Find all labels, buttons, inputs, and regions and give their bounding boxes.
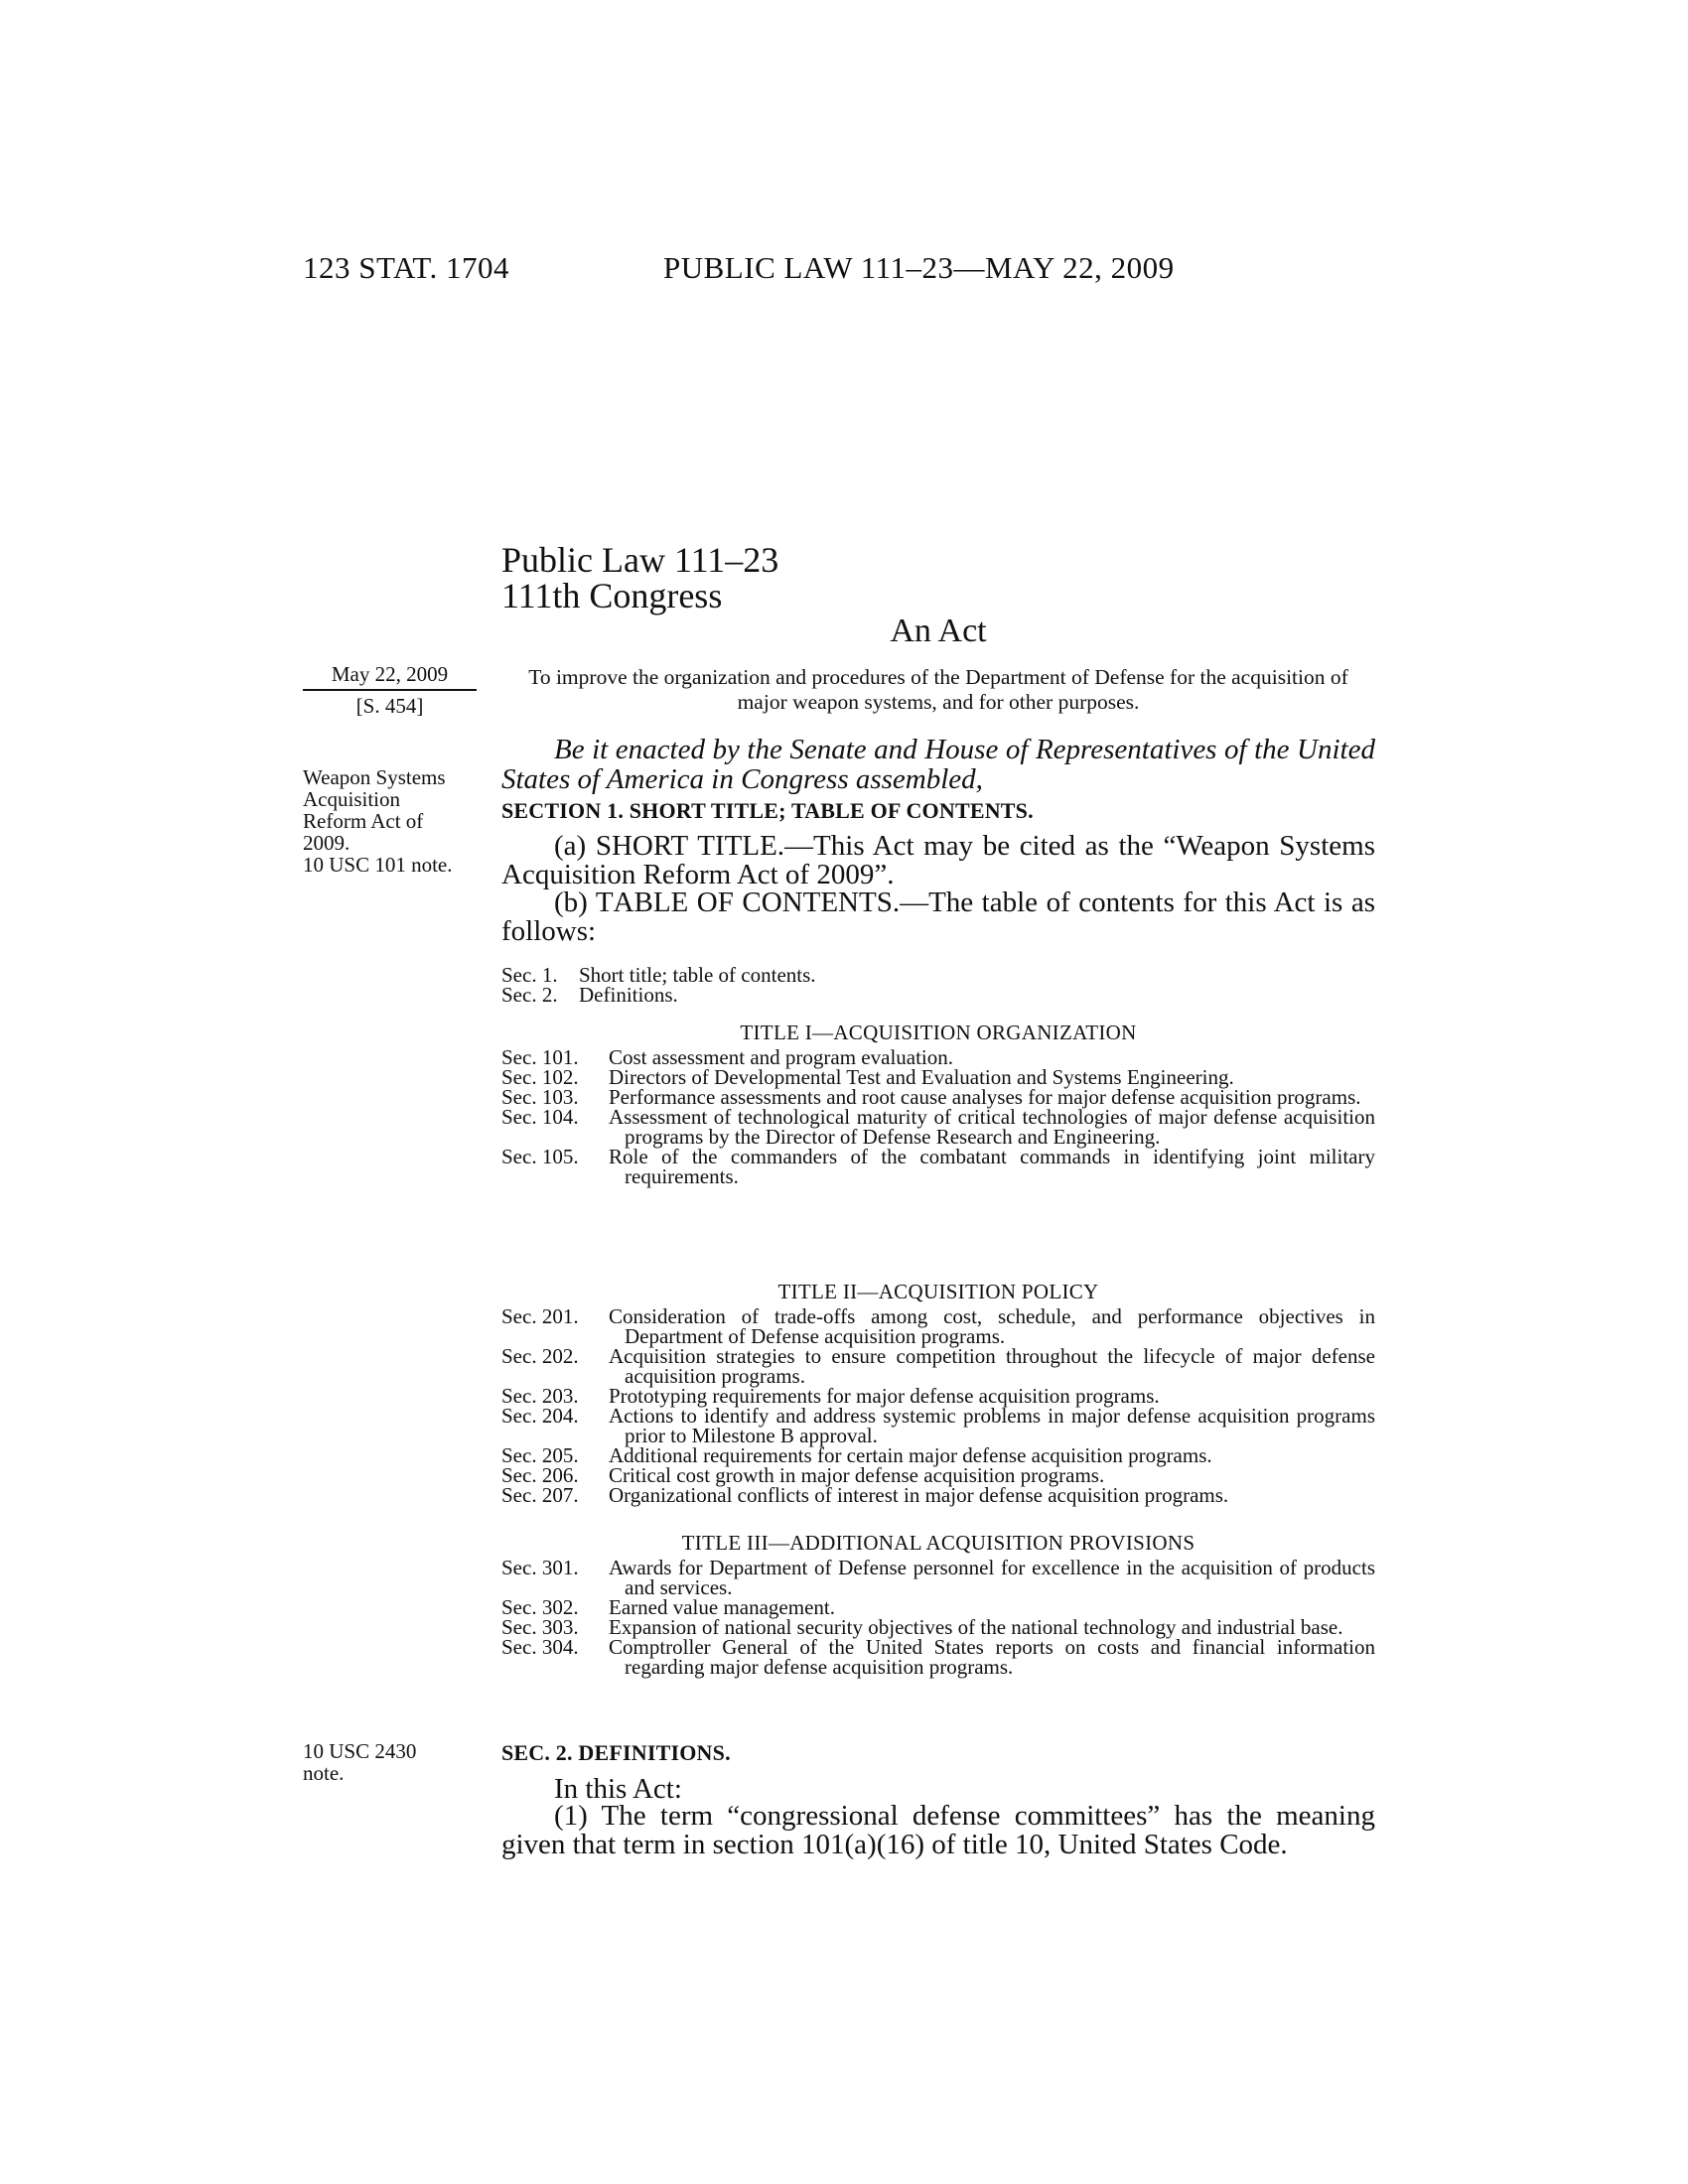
subsection-label-smallcaps: ABLE OF [613,887,734,918]
toc-entry [501,1107,1375,1147]
toc-section-title: Consideration of trade-offs among cost, schedule, and performance objectives in Department of Defense acquisition programs. [609,1304,1375,1348]
toc-title-2 [501,1276,1375,1505]
toc-section-number: Sec. 203. [501,1384,579,1408]
toc-section-title: Actions to identify and address systemic problems in major defense acquisition programs prior to Milestone B approval. [609,1404,1375,1447]
toc-section-number: Sec. 206. [501,1463,579,1487]
toc-entry [501,1047,1375,1067]
toc-title-3 [501,1527,1375,1677]
toc-entry [501,1406,1375,1445]
toc-section-number: Sec. 202. [501,1344,579,1368]
toc-entry [501,1386,1375,1406]
subsection-label-smallcaps: HORT [611,830,689,862]
toc-entry [501,1346,1375,1386]
margin-note-codification [303,1740,477,1784]
margin-note-line: note. [303,1761,345,1785]
toc-section-number: Sec. 303. [501,1615,579,1639]
toc-section-number: Sec. 205. [501,1443,579,1467]
margin-note-line: 10 USC 101 note. [303,853,453,877]
subsection-label-smallcaps: ONTENTS [761,887,893,918]
toc-section-title: Organizational conflicts of interest in major defense acquisition programs. [609,1483,1229,1507]
toc-section-title: Role of the commanders of the combatant commands in identifying joint military requirements. [609,1145,1375,1188]
toc-section-number: Sec. 102. [501,1065,579,1089]
toc-section-title: Assessment of technological maturity of critical technologies of major defense acquisition programs by the Director of Defense Research and Engineering. [609,1105,1375,1149]
margin-note-line: 10 USC 2430 [303,1739,417,1763]
toc-section-title: Expansion of national security objectives of the national technology and industrial base. [609,1615,1343,1639]
running-header-law: PUBLIC LAW 111–23—MAY 22, 2009 [663,250,1175,285]
toc-section-number: Sec. 1. [501,963,558,987]
margin-note-short-title [303,766,477,876]
act-purpose: To improve the organization and procedures of the Department of Defense for the acquisition of major weapon systems, and for other purposes. [528,665,1348,714]
subsection-a-short-title [501,832,1375,889]
congress-line: 111th Congress [501,576,723,615]
toc-section-number: Sec. 301. [501,1556,579,1579]
subsection-label: (a) S [554,830,612,862]
toc-section-title: Cost assessment and program evaluation. [609,1045,954,1069]
toc-section-number: Sec. 105. [501,1145,579,1168]
subsection-b-table-of-contents [501,888,1375,946]
bill-number: [S. 454] [355,694,424,718]
subsection-label: C [733,887,762,918]
enactment-date: May 22, 2009 [331,662,449,686]
toc-section-number: Sec. 201. [501,1304,579,1328]
toc-title-heading: TITLE II—ACQUISITION POLICY [777,1280,1099,1303]
toc-section-number: Sec. 2. [501,983,558,1007]
toc-entry [501,1637,1375,1677]
margin-note-line: Reform Act of [303,809,424,833]
toc-title-heading: TITLE I—ACQUISITION ORGANIZATION [740,1021,1137,1044]
statute-page-reference: 123 STAT. 1704 [303,250,510,285]
toc-section-number: Sec. 304. [501,1635,579,1659]
toc-entry [501,1617,1375,1637]
toc-entry [501,1067,1375,1087]
toc-section-title: Directors of Developmental Test and Evaluation and Systems Engineering. [609,1065,1234,1089]
toc-entry [501,1445,1375,1465]
public-law-title: Public Law 111–23 [501,540,779,580]
toc-entry [501,965,1375,985]
toc-section-number: Sec. 204. [501,1404,579,1428]
toc-section-title: Additional requirements for certain major defense acquisition programs. [609,1443,1212,1467]
toc-section-number: Sec. 302. [501,1595,579,1619]
toc-entry [501,1465,1375,1485]
section-2-heading: SEC. 2. DEFINITIONS. [501,1740,731,1765]
subsection-text: .—The table of contents for this Act is as follows: [501,887,1375,947]
an-act-heading: An Act [890,613,987,649]
subsection-label-smallcaps: ITLE [714,830,777,862]
toc-general [501,965,1375,1005]
definition-paragraph-1: (1) The term “congressional defense committees” has the meaning given that term in section 101(a)(16) of title 10, United States Code. [501,1800,1375,1860]
toc-title-heading: TITLE III—ADDITIONAL ACQUISITION PROVISIONS [681,1531,1196,1555]
toc-entry [501,1485,1375,1505]
toc-section-title: Acquisition strategies to ensure competition throughout the lifecycle of major defense acquisition programs. [609,1344,1375,1388]
toc-section-title: Earned value management. [609,1595,835,1619]
toc-section-number: Sec. 103. [501,1085,579,1109]
margin-note-line: Acquisition [303,787,400,811]
subsection-label: T [688,830,715,862]
toc-section-title: Critical cost growth in major defense acquisition programs. [609,1463,1105,1487]
toc-entry [501,1087,1375,1107]
toc-section-number: Sec. 101. [501,1045,579,1069]
toc-entry [501,985,1375,1005]
toc-section-number: Sec. 207. [501,1483,579,1507]
toc-entry [501,1306,1375,1346]
toc-section-title: Awards for Department of Defense personnel for excellence in the acquisition of products and services. [609,1556,1375,1599]
toc-section-title: Definitions. [579,983,678,1007]
toc-section-title: Performance assessments and root cause analyses for major defense acquisition programs. [609,1085,1361,1109]
toc-title-1 [501,1017,1375,1186]
enacting-clause: Be it enacted by the Senate and House of Representatives of the United States of America in Congress assembled, [501,734,1375,795]
definitions-intro: In this Act: [554,1773,682,1805]
toc-entry [501,1147,1375,1186]
toc-section-title: Comptroller General of the United States reports on costs and financial information regarding major defense acquisition programs. [609,1635,1375,1679]
margin-note-line: Weapon Systems [303,765,446,789]
subsection-label: (b) T [554,887,614,918]
date-divider [303,689,477,691]
margin-note-line: 2009. [303,831,351,855]
toc-entry [501,1597,1375,1617]
section-1-heading: SECTION 1. SHORT TITLE; TABLE OF CONTENTS. [501,798,1034,823]
toc-section-number: Sec. 104. [501,1105,579,1129]
toc-section-title: Short title; table of contents. [579,963,816,987]
enactment-date-block [303,663,477,717]
subsection-text: .—This Act may be cited as the “Weapon Systems Acquisition Reform Act of 2009”. [501,830,1375,890]
toc-section-title: Prototyping requirements for major defense acquisition programs. [609,1384,1160,1408]
toc-entry [501,1558,1375,1597]
